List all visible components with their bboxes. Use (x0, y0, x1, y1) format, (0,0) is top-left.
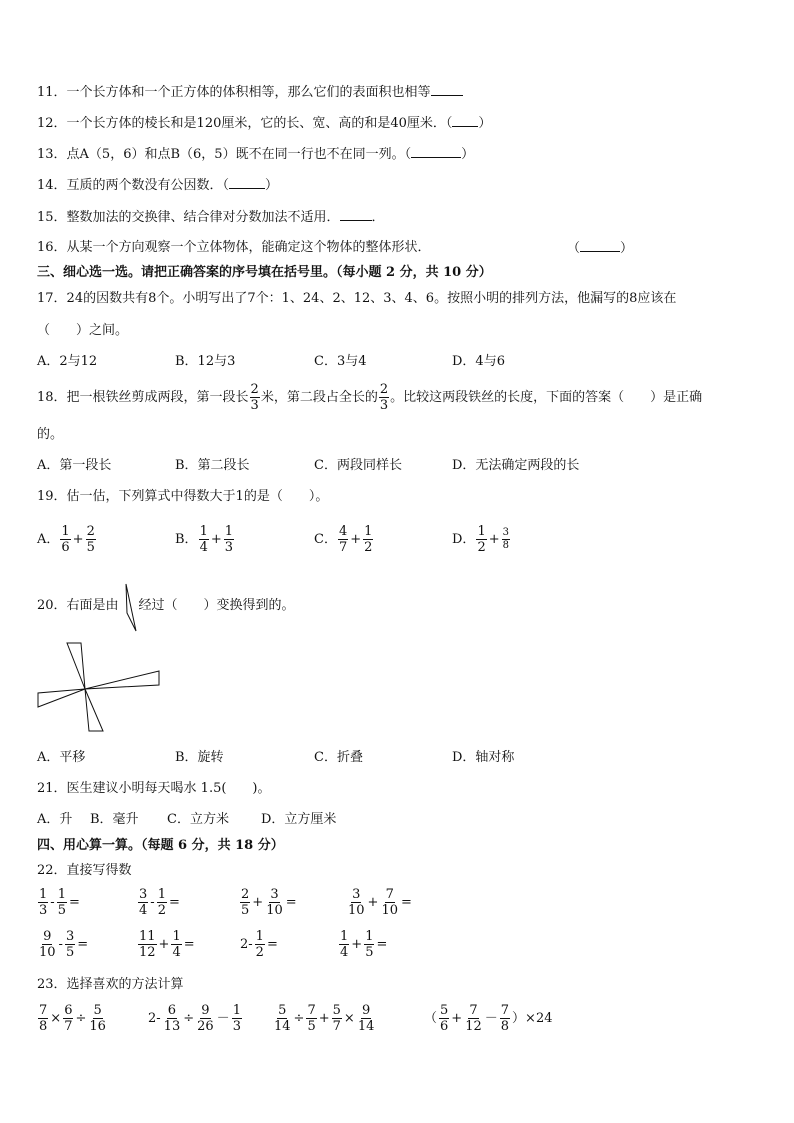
operator: 2- (240, 937, 253, 952)
denominator: 4 (139, 903, 148, 918)
expression (346, 888, 413, 917)
question-17-line-1: 17．24的因数共有8个。小明写出了7个：1、24、2、12、3、4、6。按照小明的排列方法，他漏写的8应该在 (37, 291, 677, 306)
numerator: 3 (65, 929, 75, 944)
denominator: 10 (381, 903, 398, 918)
question-13 (37, 145, 474, 164)
section-3-heading: 三、细心选一选。请把正确答案的序号填在括号里。（每小题 2 分，共 10 分） (37, 265, 492, 280)
denominator: 3 (39, 903, 48, 918)
numerator: 1 (199, 524, 208, 539)
denominator: 7 (64, 1019, 73, 1034)
numerator: 1 (224, 524, 234, 539)
period: ． (371, 210, 385, 225)
denominator: 5 (65, 945, 75, 960)
numerator: 1 (364, 524, 373, 539)
denominator: 6 (440, 1019, 449, 1034)
denominator: 5 (57, 903, 66, 918)
pinwheel-figure (37, 641, 161, 733)
operator: + (72, 532, 84, 547)
expression (423, 1004, 553, 1033)
close-paren: ） (461, 147, 475, 162)
question-16-answer (567, 239, 633, 258)
denominator: 5 (241, 903, 250, 918)
numerator: 3 (139, 887, 148, 902)
numerator: 1 (172, 929, 181, 944)
fraction (379, 383, 389, 412)
operator: - (50, 895, 55, 910)
denominator: 13 (163, 1019, 181, 1034)
numerator: 1 (39, 887, 48, 902)
numerator: 2 (250, 382, 259, 397)
numerator: 2 (86, 524, 95, 539)
numerator: 1 (477, 524, 486, 539)
numerator: 1 (157, 887, 166, 902)
operator: + (351, 937, 363, 952)
numerator: 5 (93, 1003, 102, 1018)
question-14-text: 14．互质的两个数没有公因数．（ (37, 178, 230, 193)
question-12-text: 12．一个长方体的棱长和是120厘米，它的长、宽、高的和是40厘米．（ (37, 116, 453, 131)
option-d[interactable]: D．无法确定两段的长 (452, 458, 580, 473)
option-a[interactable] (37, 525, 97, 554)
denominator: 4 (199, 540, 208, 555)
option-a[interactable]: A．平移 (37, 750, 86, 765)
denominator: 16 (89, 1019, 106, 1034)
numerator: 7 (307, 1003, 316, 1018)
open-paren: （ (424, 1011, 438, 1026)
denominator: 14 (357, 1019, 375, 1034)
option-label: C． (314, 532, 337, 547)
denominator: 8 (500, 1019, 510, 1034)
numerator: 2 (241, 887, 250, 902)
operator: － (484, 1011, 498, 1026)
expression (37, 930, 89, 959)
answer-blank[interactable] (229, 176, 265, 189)
option-b[interactable]: B．毫升 (90, 812, 139, 827)
numerator: 7 (500, 1003, 510, 1018)
question-16 (37, 239, 431, 257)
option-a[interactable]: A．第一段长 (37, 458, 112, 473)
numerator: 9 (43, 929, 52, 944)
option-b[interactable]: B．旋转 (175, 750, 224, 765)
numerator: 1 (232, 1003, 241, 1018)
numerator: 1 (340, 929, 349, 944)
question-11-text: 11．一个长方体和一个正方体的体积相等，那么它们的表面积也相等 (37, 85, 431, 100)
denominator: 2 (477, 540, 486, 555)
answer-blank[interactable] (452, 114, 478, 127)
denominator: 8 (39, 1019, 48, 1034)
denominator: 5 (307, 1019, 316, 1034)
expression (272, 1004, 376, 1033)
denominator: 5 (86, 540, 95, 555)
numerator: 7 (469, 1003, 478, 1018)
expression (137, 930, 196, 959)
question-23: 23．选择喜欢的方法计算 (37, 977, 184, 992)
question-18-text: 米，第二段占全长的 (260, 389, 378, 405)
operator: + (488, 532, 500, 547)
question-13-text: 13．点A（5，6）和点B（6，5）既不在同一行也不在同一列。（ (37, 147, 412, 162)
numerator: 1 (61, 524, 70, 539)
question-14 (37, 176, 278, 195)
denominator: 6 (61, 540, 70, 555)
numerator: 6 (64, 1003, 73, 1018)
question-19: 19．估一估，下列算式中得数大于1的是（ ）。 (37, 489, 329, 504)
close-paren: ）×24 (512, 1011, 553, 1026)
question-18-line-2: 的。 (37, 427, 64, 442)
close-paren: ） (265, 178, 279, 193)
expression (239, 888, 298, 917)
operator: × (343, 1011, 355, 1026)
question-20-text: 20．右面是由 (37, 598, 119, 613)
option-b[interactable]: B．第二段长 (175, 458, 250, 473)
option-d[interactable] (452, 525, 511, 554)
numerator: 5 (332, 1003, 341, 1018)
question-22: 22．直接写得数 (37, 863, 132, 878)
option-b[interactable] (175, 525, 235, 554)
answer-blank[interactable] (411, 145, 461, 158)
numerator: 1 (365, 929, 374, 944)
answer-blank[interactable] (340, 208, 372, 221)
equals: = (266, 937, 278, 952)
denominator: 3 (379, 398, 389, 413)
question-18-line-1 (37, 383, 702, 412)
question-20-text: 经过（ ）变换得到的。 (138, 598, 295, 613)
operator: × (50, 1011, 62, 1026)
numerator: 2 (379, 382, 389, 397)
numerator: 4 (338, 524, 348, 539)
section-4-heading: 四、用心算一算。（每题 6 分，共 18 分） (37, 838, 284, 853)
numerator: 6 (167, 1003, 177, 1018)
question-21: 21．医生建议小明每天喝水 1.5( )。 (37, 781, 271, 796)
operator: - (150, 895, 155, 910)
option-d[interactable]: D．轴对称 (452, 750, 515, 765)
operator: + (252, 895, 264, 910)
denominator: 14 (274, 1019, 291, 1034)
equals: = (168, 895, 180, 910)
option-a[interactable]: A．升 (37, 812, 73, 827)
numerator: 3 (270, 887, 279, 902)
option-label: A． (37, 532, 60, 547)
expression (137, 888, 181, 917)
operator: + (158, 937, 170, 952)
numerator: 1 (255, 929, 264, 944)
question-11 (37, 83, 463, 102)
denominator: 4 (340, 945, 349, 960)
operator: + (210, 532, 222, 547)
option-c[interactable] (314, 525, 374, 554)
question-15 (37, 208, 385, 227)
operator: - (58, 937, 63, 952)
question-18-text: 18．把一根铁丝剪成两段，第一段长 (37, 389, 249, 405)
option-a[interactable]: A．2与12 (37, 354, 98, 369)
numerator: 7 (39, 1003, 48, 1018)
numerator: 9 (361, 1003, 371, 1018)
denominator: 8 (502, 540, 509, 551)
option-label: B． (175, 532, 198, 547)
option-c[interactable]: C．立方米 (167, 812, 229, 827)
numerator: 11 (139, 929, 156, 944)
option-d[interactable]: D．4与6 (452, 354, 505, 369)
question-18-text: 。比较这两段铁丝的长度，下面的答案（ ）是正确 (390, 389, 703, 405)
equals: = (401, 895, 412, 910)
fraction (250, 383, 260, 412)
option-c[interactable]: C．两段同样长 (314, 458, 402, 473)
equals: = (68, 895, 80, 910)
denominator: 7 (338, 540, 348, 555)
denominator: 3 (232, 1019, 241, 1034)
denominator: 2 (157, 903, 166, 918)
operator: ÷ (183, 1011, 195, 1026)
operator: + (367, 895, 379, 910)
option-d[interactable]: D．立方厘米 (261, 812, 337, 827)
denominator: 5 (365, 945, 374, 960)
question-16-text: 16．从某一个方向观察一个立体物体，能确定这个物体的整体形状． (37, 240, 431, 255)
operator: + (451, 1011, 463, 1026)
expression (338, 930, 388, 959)
expression (239, 930, 279, 959)
denominator: 2 (255, 945, 264, 960)
denominator: 12 (465, 1019, 482, 1034)
numerator: 9 (201, 1003, 210, 1018)
numerator: 5 (278, 1003, 287, 1018)
question-20 (37, 597, 295, 615)
equals: = (285, 895, 297, 910)
close-paren: ） (620, 241, 634, 256)
question-17-line-2: （ ）之间。 (37, 323, 129, 338)
operator: ÷ (75, 1011, 87, 1026)
open-paren: （ (567, 241, 581, 256)
expression (147, 1004, 243, 1033)
close-paren: ） (478, 116, 492, 131)
expression (37, 1004, 108, 1033)
equals: = (77, 937, 89, 952)
numerator: 3 (502, 527, 509, 538)
denominator: 10 (39, 945, 56, 960)
option-c[interactable]: C．3与4 (314, 354, 367, 369)
operator: ÷ (293, 1011, 305, 1026)
denominator: 2 (364, 540, 373, 555)
operator: + (350, 532, 362, 547)
denominator: 10 (348, 903, 365, 918)
numerator: 3 (352, 887, 361, 902)
option-c[interactable]: C．折叠 (314, 750, 363, 765)
denominator: 3 (250, 398, 259, 413)
answer-blank[interactable] (431, 83, 463, 96)
equals: = (183, 937, 195, 952)
operator: + (318, 1011, 330, 1026)
numerator: 7 (385, 887, 394, 902)
equals: = (376, 937, 388, 952)
option-label: D． (452, 532, 476, 547)
question-15-text: 15．整数加法的交换律、结合律对分数加法不适用． (37, 210, 340, 225)
denominator: 10 (266, 903, 283, 918)
operator: － (216, 1011, 230, 1026)
answer-blank[interactable] (580, 239, 620, 252)
denominator: 4 (172, 945, 181, 960)
expression (37, 888, 81, 917)
denominator: 26 (197, 1019, 214, 1034)
denominator: 12 (139, 945, 156, 960)
question-12 (37, 114, 491, 133)
triangle-shape-icon (124, 583, 138, 633)
option-b[interactable]: B．12与3 (175, 354, 236, 369)
numerator: 1 (57, 887, 66, 902)
denominator: 3 (224, 540, 234, 555)
operator: 2- (148, 1011, 161, 1026)
numerator: 5 (440, 1003, 449, 1018)
denominator: 7 (332, 1019, 341, 1034)
